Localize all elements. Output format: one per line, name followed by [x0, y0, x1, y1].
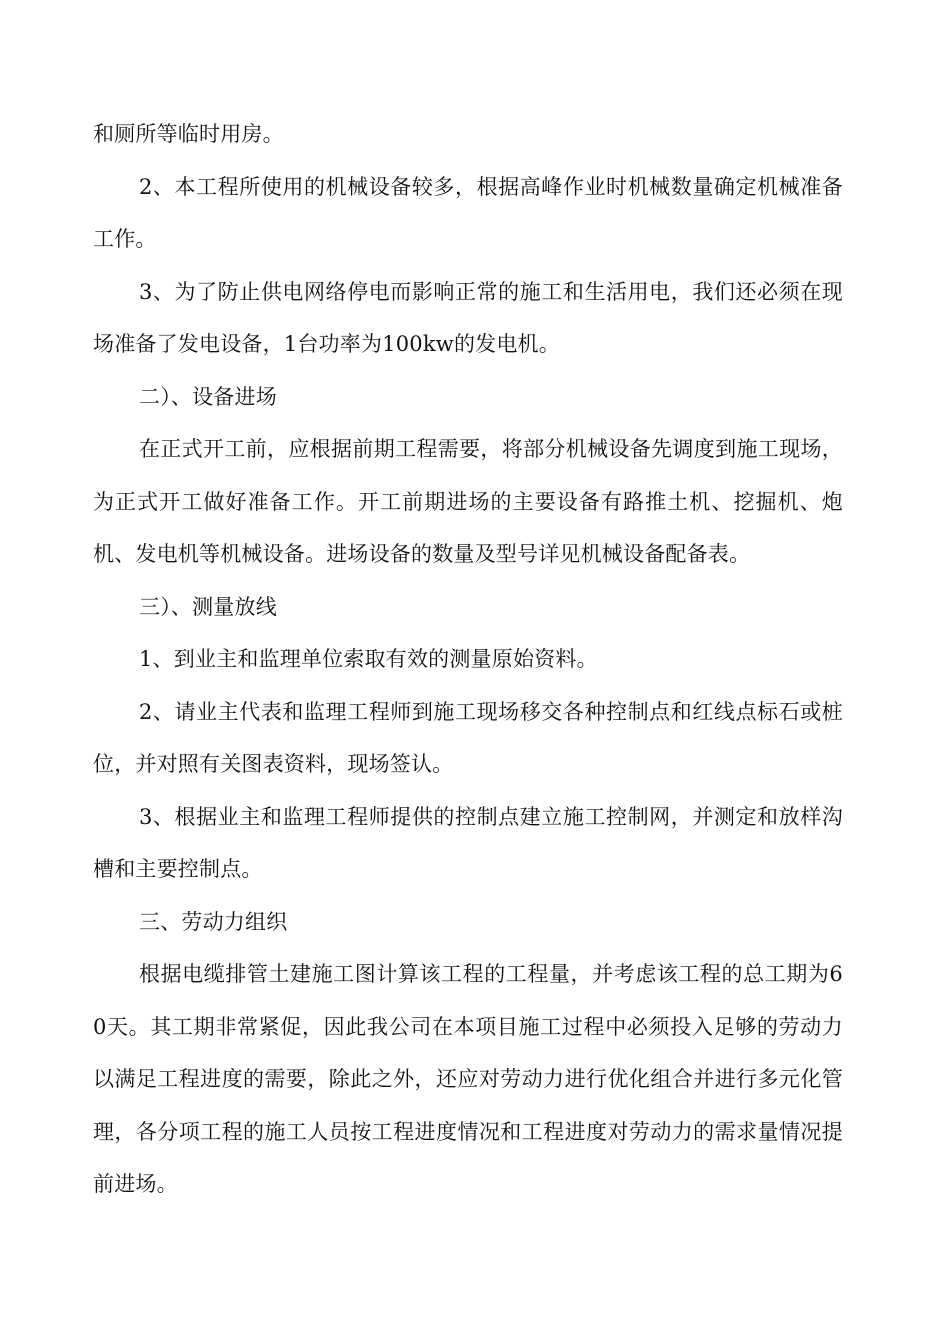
paragraph-power-backup: 3、为了防止供电网络停电而影响正常的施工和生活用电，我们还必须在现场准备了发电设备，1台功率为100kw的发电机。: [93, 279, 843, 356]
paragraph-equipment-preparation: 2、本工程所使用的机械设备较多，根据高峰作业时机械数量确定机械准备工作。: [93, 174, 843, 251]
document-page: [93, 108, 843, 1211]
paragraph-control-points-handover: 2、请业主代表和监理工程师到施工现场移交各种控制点和红线点标石或桩位，并对照有关图表资料，现场签认。: [93, 699, 843, 776]
paragraph-survey-data: 1、到业主和监理单位索取有效的测量原始资料。: [139, 647, 598, 671]
section-heading-equipment-entry: 二）、设备进场: [139, 384, 277, 409]
section-heading-labor-organization: 三、劳动力组织: [139, 909, 288, 934]
paragraph-equipment-entry: 在正式开工前，应根据前期工程需要，将部分机械设备先调度到施工现场，为正式开工做好准备工作。开工前期进场的主要设备有路推土机、挖掘机、炮机、发电机等机械设备。进场设备的数量及型号详见机械设备配备表。: [93, 437, 843, 566]
section-heading-surveying: 三）、测量放线: [139, 594, 277, 619]
paragraph-continuation: 和厕所等临时用房。: [93, 122, 284, 146]
paragraph-labor-organization: 根据电缆排管土建施工图计算该工程的工程量，并考虑该工程的总工期为60天。其工期非常紧促，因此我公司在本项目施工过程中必须投入足够的劳动力以满足工程进度的需要，除此之外，还应对劳动力进行优化组合并进行多元化管理，各分项工程的施工人员按工程进度情况和工程进度对劳动力的需求量情况提前进场。: [93, 962, 843, 1196]
paragraph-control-network: 3、根据业主和监理工程师提供的控制点建立施工控制网，并测定和放样沟槽和主要控制点。: [93, 804, 843, 881]
